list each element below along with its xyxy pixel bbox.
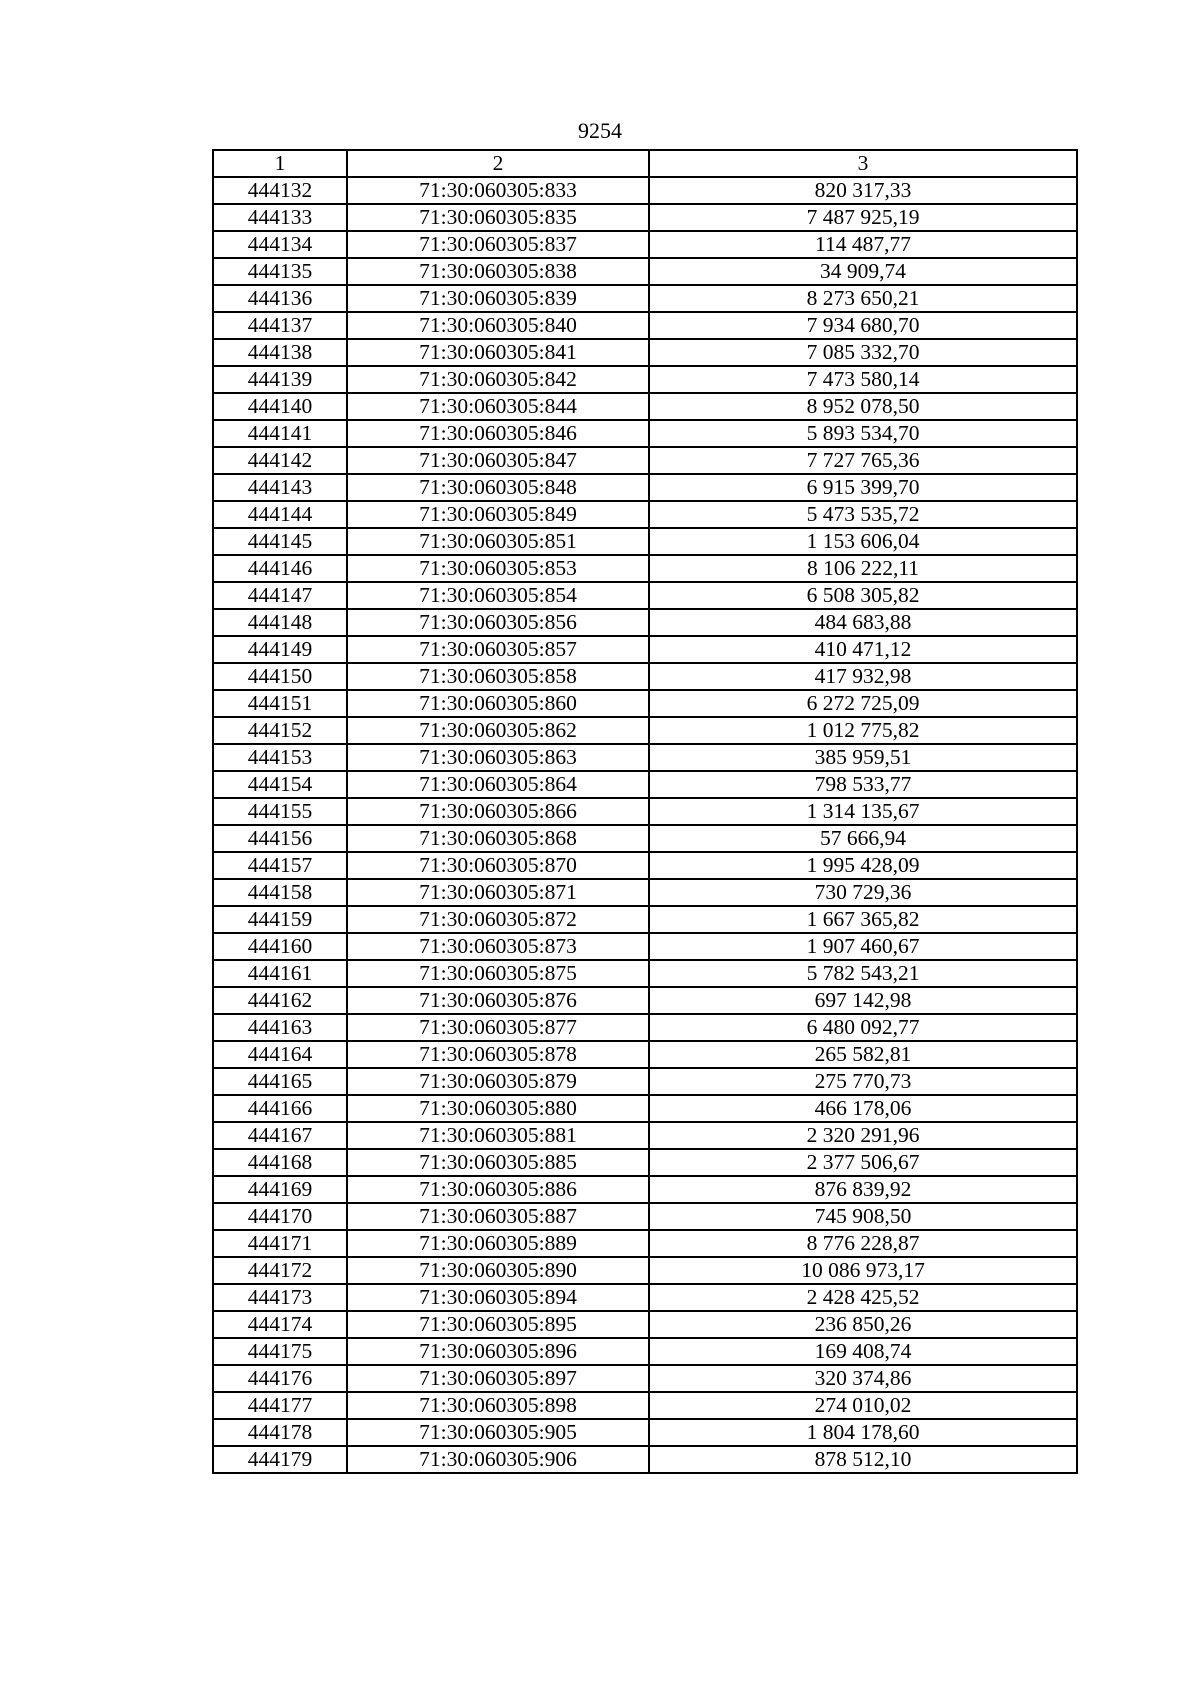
cadastral-value-cell: 820 317,33 (649, 177, 1077, 204)
table-row (213, 555, 1077, 582)
cadastral-value-table (212, 149, 1078, 1474)
cadastral-number-cell: 71:30:060305:846 (347, 420, 649, 447)
cadastral-value-cell: 5 782 543,21 (649, 960, 1077, 987)
cadastral-number-cell: 71:30:060305:894 (347, 1284, 649, 1311)
cadastral-number-cell: 71:30:060305:906 (347, 1446, 649, 1473)
cadastral-value-cell: 57 666,94 (649, 825, 1077, 852)
cadastral-number-cell: 71:30:060305:878 (347, 1041, 649, 1068)
cadastral-value-cell: 8 106 222,11 (649, 555, 1077, 582)
table-row (213, 1284, 1077, 1311)
cadastral-number-cell: 71:30:060305:871 (347, 879, 649, 906)
cadastral-number-cell: 71:30:060305:858 (347, 663, 649, 690)
row-number-cell: 444179 (213, 1446, 347, 1473)
cadastral-number-cell: 71:30:060305:877 (347, 1014, 649, 1041)
cadastral-number-cell: 71:30:060305:868 (347, 825, 649, 852)
row-number-cell: 444166 (213, 1095, 347, 1122)
row-number-cell: 444158 (213, 879, 347, 906)
header-col-1: 1 (213, 150, 347, 177)
row-number-cell: 444136 (213, 285, 347, 312)
cadastral-number-cell: 71:30:060305:896 (347, 1338, 649, 1365)
row-number-cell: 444161 (213, 960, 347, 987)
row-number-cell: 444163 (213, 1014, 347, 1041)
cadastral-number-cell: 71:30:060305:842 (347, 366, 649, 393)
cadastral-value-cell: 7 085 332,70 (649, 339, 1077, 366)
row-number-cell: 444175 (213, 1338, 347, 1365)
row-number-cell: 444151 (213, 690, 347, 717)
cadastral-value-cell: 6 480 092,77 (649, 1014, 1077, 1041)
cadastral-number-cell: 71:30:060305:863 (347, 744, 649, 771)
cadastral-number-cell: 71:30:060305:890 (347, 1257, 649, 1284)
cadastral-value-cell: 1 804 178,60 (649, 1419, 1077, 1446)
header-col-3: 3 (649, 150, 1077, 177)
row-number-cell: 444146 (213, 555, 347, 582)
cadastral-number-cell: 71:30:060305:839 (347, 285, 649, 312)
cadastral-value-cell: 410 471,12 (649, 636, 1077, 663)
table-row (213, 1122, 1077, 1149)
cadastral-number-cell: 71:30:060305:898 (347, 1392, 649, 1419)
cadastral-value-cell: 320 374,86 (649, 1365, 1077, 1392)
cadastral-number-cell: 71:30:060305:848 (347, 474, 649, 501)
row-number-cell: 444138 (213, 339, 347, 366)
cadastral-number-cell: 71:30:060305:838 (347, 258, 649, 285)
row-number-cell: 444155 (213, 798, 347, 825)
row-number-cell: 444142 (213, 447, 347, 474)
row-number-cell: 444149 (213, 636, 347, 663)
table-row (213, 1311, 1077, 1338)
row-number-cell: 444160 (213, 933, 347, 960)
table-row (213, 933, 1077, 960)
table-row (213, 582, 1077, 609)
row-number-cell: 444174 (213, 1311, 347, 1338)
table-row (213, 771, 1077, 798)
cadastral-value-cell: 7 934 680,70 (649, 312, 1077, 339)
row-number-cell: 444152 (213, 717, 347, 744)
table-row (213, 690, 1077, 717)
cadastral-value-cell: 7 727 765,36 (649, 447, 1077, 474)
cadastral-value-cell: 7 487 925,19 (649, 204, 1077, 231)
table-row (213, 1419, 1077, 1446)
cadastral-value-cell: 2 428 425,52 (649, 1284, 1077, 1311)
table-row (213, 177, 1077, 204)
cadastral-value-cell: 1 153 606,04 (649, 528, 1077, 555)
cadastral-value-cell: 466 178,06 (649, 1095, 1077, 1122)
cadastral-value-cell: 1 907 460,67 (649, 933, 1077, 960)
cadastral-number-cell: 71:30:060305:833 (347, 177, 649, 204)
table-row (213, 1392, 1077, 1419)
table-row (213, 636, 1077, 663)
cadastral-value-cell: 275 770,73 (649, 1068, 1077, 1095)
cadastral-value-cell: 2 377 506,67 (649, 1149, 1077, 1176)
row-number-cell: 444156 (213, 825, 347, 852)
cadastral-number-cell: 71:30:060305:835 (347, 204, 649, 231)
cadastral-value-cell: 265 582,81 (649, 1041, 1077, 1068)
cadastral-number-cell: 71:30:060305:862 (347, 717, 649, 744)
cadastral-value-cell: 8 776 228,87 (649, 1230, 1077, 1257)
table-row (213, 1203, 1077, 1230)
cadastral-value-cell: 10 086 973,17 (649, 1257, 1077, 1284)
cadastral-number-cell: 71:30:060305:840 (347, 312, 649, 339)
table-row (213, 1365, 1077, 1392)
cadastral-value-cell: 798 533,77 (649, 771, 1077, 798)
table-row (213, 1257, 1077, 1284)
row-number-cell: 444148 (213, 609, 347, 636)
row-number-cell: 444170 (213, 1203, 347, 1230)
cadastral-value-cell: 8 952 078,50 (649, 393, 1077, 420)
cadastral-number-cell: 71:30:060305:895 (347, 1311, 649, 1338)
cadastral-value-cell: 6 508 305,82 (649, 582, 1077, 609)
header-row (213, 150, 1077, 177)
cadastral-number-cell: 71:30:060305:876 (347, 987, 649, 1014)
cadastral-number-cell: 71:30:060305:841 (347, 339, 649, 366)
table-row (213, 960, 1077, 987)
cadastral-value-cell: 2 320 291,96 (649, 1122, 1077, 1149)
cadastral-number-cell: 71:30:060305:905 (347, 1419, 649, 1446)
row-number-cell: 444159 (213, 906, 347, 933)
table-row (213, 231, 1077, 258)
cadastral-number-cell: 71:30:060305:887 (347, 1203, 649, 1230)
table-row (213, 1149, 1077, 1176)
table-row (213, 1176, 1077, 1203)
table-row (213, 258, 1077, 285)
row-number-cell: 444143 (213, 474, 347, 501)
table-row (213, 447, 1077, 474)
row-number-cell: 444147 (213, 582, 347, 609)
cadastral-number-cell: 71:30:060305:875 (347, 960, 649, 987)
table-row (213, 204, 1077, 231)
table-row (213, 366, 1077, 393)
cadastral-value-cell: 6 915 399,70 (649, 474, 1077, 501)
table-row (213, 906, 1077, 933)
table-row (213, 1230, 1077, 1257)
cadastral-value-cell: 5 893 534,70 (649, 420, 1077, 447)
row-number-cell: 444157 (213, 852, 347, 879)
cadastral-number-cell: 71:30:060305:849 (347, 501, 649, 528)
table-row (213, 1041, 1077, 1068)
cadastral-value-cell: 1 012 775,82 (649, 717, 1077, 744)
row-number-cell: 444168 (213, 1149, 347, 1176)
row-number-cell: 444141 (213, 420, 347, 447)
table-header (213, 150, 1077, 177)
table-row (213, 744, 1077, 771)
cadastral-value-cell: 745 908,50 (649, 1203, 1077, 1230)
table-body (213, 177, 1077, 1473)
cadastral-value-cell: 169 408,74 (649, 1338, 1077, 1365)
row-number-cell: 444137 (213, 312, 347, 339)
cadastral-value-cell: 114 487,77 (649, 231, 1077, 258)
row-number-cell: 444135 (213, 258, 347, 285)
page-number: 9254 (578, 118, 622, 143)
row-number-cell: 444145 (213, 528, 347, 555)
table-row (213, 717, 1077, 744)
table-row (213, 420, 1077, 447)
row-number-cell: 444169 (213, 1176, 347, 1203)
cadastral-number-cell: 71:30:060305:881 (347, 1122, 649, 1149)
cadastral-number-cell: 71:30:060305:889 (347, 1230, 649, 1257)
cadastral-value-cell: 1 667 365,82 (649, 906, 1077, 933)
table-row (213, 528, 1077, 555)
row-number-cell: 444154 (213, 771, 347, 798)
cadastral-value-cell: 417 932,98 (649, 663, 1077, 690)
cadastral-value-cell: 5 473 535,72 (649, 501, 1077, 528)
table-row (213, 1014, 1077, 1041)
cadastral-value-cell: 236 850,26 (649, 1311, 1077, 1338)
cadastral-number-cell: 71:30:060305:857 (347, 636, 649, 663)
row-number-cell: 444172 (213, 1257, 347, 1284)
cadastral-number-cell: 71:30:060305:870 (347, 852, 649, 879)
row-number-cell: 444150 (213, 663, 347, 690)
cadastral-value-cell: 274 010,02 (649, 1392, 1077, 1419)
table-row (213, 852, 1077, 879)
row-number-cell: 444173 (213, 1284, 347, 1311)
cadastral-value-cell: 484 683,88 (649, 609, 1077, 636)
row-number-cell: 444178 (213, 1419, 347, 1446)
cadastral-value-cell: 878 512,10 (649, 1446, 1077, 1473)
table-row (213, 285, 1077, 312)
cadastral-value-cell: 385 959,51 (649, 744, 1077, 771)
row-number-cell: 444164 (213, 1041, 347, 1068)
table-row (213, 474, 1077, 501)
row-number-cell: 444134 (213, 231, 347, 258)
row-number-cell: 444140 (213, 393, 347, 420)
cadastral-number-cell: 71:30:060305:856 (347, 609, 649, 636)
row-number-cell: 444144 (213, 501, 347, 528)
cadastral-value-cell: 7 473 580,14 (649, 366, 1077, 393)
cadastral-number-cell: 71:30:060305:866 (347, 798, 649, 825)
table-row (213, 1338, 1077, 1365)
table-row (213, 987, 1077, 1014)
row-number-cell: 444176 (213, 1365, 347, 1392)
row-number-cell: 444162 (213, 987, 347, 1014)
row-number-cell: 444165 (213, 1068, 347, 1095)
cadastral-value-cell: 6 272 725,09 (649, 690, 1077, 717)
cadastral-number-cell: 71:30:060305:864 (347, 771, 649, 798)
cadastral-value-cell: 697 142,98 (649, 987, 1077, 1014)
cadastral-number-cell: 71:30:060305:873 (347, 933, 649, 960)
cadastral-value-cell: 1 995 428,09 (649, 852, 1077, 879)
row-number-cell: 444171 (213, 1230, 347, 1257)
cadastral-number-cell: 71:30:060305:879 (347, 1068, 649, 1095)
row-number-cell: 444133 (213, 204, 347, 231)
cadastral-number-cell: 71:30:060305:886 (347, 1176, 649, 1203)
row-number-cell: 444177 (213, 1392, 347, 1419)
table-row (213, 609, 1077, 636)
cadastral-value-cell: 8 273 650,21 (649, 285, 1077, 312)
cadastral-value-cell: 1 314 135,67 (649, 798, 1077, 825)
cadastral-number-cell: 71:30:060305:885 (347, 1149, 649, 1176)
table-row (213, 501, 1077, 528)
cadastral-number-cell: 71:30:060305:851 (347, 528, 649, 555)
cadastral-value-cell: 730 729,36 (649, 879, 1077, 906)
table-row (213, 825, 1077, 852)
table-row (213, 879, 1077, 906)
cadastral-number-cell: 71:30:060305:837 (347, 231, 649, 258)
cadastral-number-cell: 71:30:060305:897 (347, 1365, 649, 1392)
table-row (213, 393, 1077, 420)
cadastral-number-cell: 71:30:060305:847 (347, 447, 649, 474)
table-row (213, 663, 1077, 690)
cadastral-number-cell: 71:30:060305:880 (347, 1095, 649, 1122)
table-row (213, 1446, 1077, 1473)
table-row (213, 339, 1077, 366)
row-number-cell: 444139 (213, 366, 347, 393)
cadastral-value-cell: 876 839,92 (649, 1176, 1077, 1203)
cadastral-number-cell: 71:30:060305:844 (347, 393, 649, 420)
row-number-cell: 444167 (213, 1122, 347, 1149)
table-row (213, 1095, 1077, 1122)
row-number-cell: 444132 (213, 177, 347, 204)
header-col-2: 2 (347, 150, 649, 177)
row-number-cell: 444153 (213, 744, 347, 771)
cadastral-number-cell: 71:30:060305:860 (347, 690, 649, 717)
table-row (213, 312, 1077, 339)
cadastral-value-cell: 34 909,74 (649, 258, 1077, 285)
cadastral-number-cell: 71:30:060305:872 (347, 906, 649, 933)
cadastral-number-cell: 71:30:060305:854 (347, 582, 649, 609)
table-row (213, 798, 1077, 825)
table-row (213, 1068, 1077, 1095)
cadastral-number-cell: 71:30:060305:853 (347, 555, 649, 582)
